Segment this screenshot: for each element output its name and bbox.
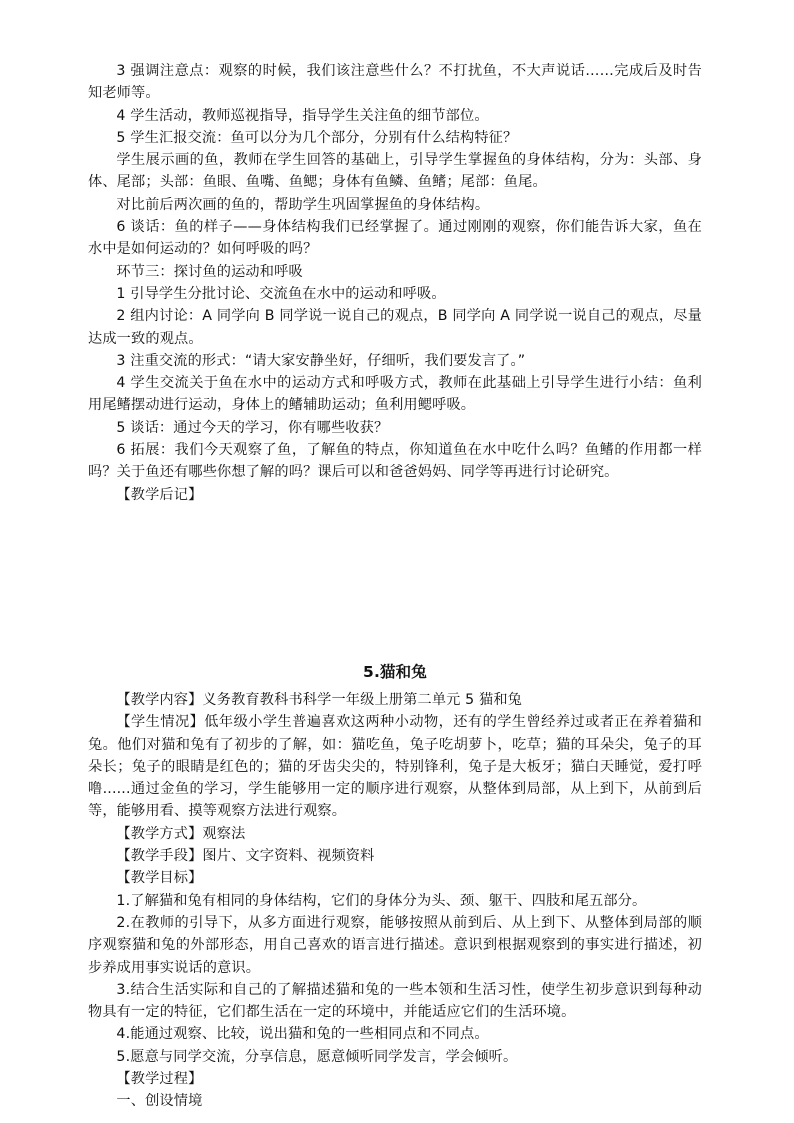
section-fish-lesson <box>88 60 702 506</box>
section-heading: 环节三：探讨鱼的运动和呼吸 <box>116 263 303 280</box>
paragraph: 4 学生交流关于鱼在水中的运动方式和呼吸方式，教师在此基础上引导学生进行小结：鱼利用尾鳍摆动进行运动，身体上的鳍辅助运动；鱼利用鳃呼吸。 <box>88 375 702 414</box>
paragraph: 对比前后两次画的鱼的，帮助学生巩固掌握鱼的身体结构。 <box>116 196 490 213</box>
goal-item: 2.在教师的引导下，从多方面进行观察，能够按照从前到后、从上到下、从整体到局部的顺序观察猫和兔的外部形态，用自己喜欢的语言进行描述。意识到根据观察到的事实进行描述，初步养成用事实说话的意识。 <box>88 914 702 976</box>
process-step: 一、创设情境 <box>116 1093 203 1110</box>
goal-item: 1.了解猫和兔有相同的身体结构，它们的身体分为头、颈、躯干、四肢和尾五部分。 <box>116 892 647 909</box>
teaching-notes-heading: 【教学后记】 <box>116 486 203 503</box>
paragraph: 2 组内讨论：A 同学向 B 同学说一说自己的观点，B 同学向 A 同学说一说自己的观点，尽量达成一致的观点。 <box>88 308 702 347</box>
paragraph: 4 学生活动，教师巡视指导，指导学生关注鱼的细节部位。 <box>116 107 489 124</box>
teaching-method: 【教学方式】观察法 <box>116 825 246 842</box>
paragraph: 5 谈话：通过今天的学习，你有哪些收获？ <box>116 419 389 436</box>
paragraph: 学生展示画的鱼，教师在学生回答的基础上，引导学生掌握鱼的身体结构，分为：头部、身体、尾部；头部：鱼眼、鱼嘴、鱼鳃；身体有鱼鳞、鱼鳍；尾部：鱼尾。 <box>88 152 702 191</box>
blank-space <box>88 506 702 661</box>
teaching-process-heading: 【教学过程】 <box>116 1070 203 1087</box>
teaching-content: 【教学内容】义务教育教科书科学一年级上册第二单元 5 猫和兔 <box>116 691 523 708</box>
paragraph: 6 谈话：鱼的样子——身体结构我们已经掌握了。通过刚刚的观察，你们能告诉大家，鱼在水中是如何运动的？如何呼吸的吗？ <box>88 219 702 258</box>
paragraph: 3 注重交流的形式：“请大家安静坐好，仔细听，我们要发言了。” <box>116 352 526 369</box>
goal-item: 4.能通过观察、比较，说出猫和兔的一些相同点和不同点。 <box>116 1026 489 1043</box>
goal-item: 5.愿意与同学交流，分享信息，愿意倾听同学发言，学会倾听。 <box>116 1048 518 1065</box>
student-situation: 【学生情况】低年级小学生普遍喜欢这两种小动物，还有的学生曾经养过或者正在养着猫和兔。他们对猫和兔有了初步的了解，如：猫吃鱼，兔子吃胡萝卜，吃草；猫的耳朵尖，兔子的耳朵长；兔子的眼睛是红色的；猫的牙齿尖尖的，特别锋利，兔子是大板牙；猫白天睡觉，爱打呼噜......通过金鱼的学习，学生能够用一定的顺序进行观察，从整体到局部，从上到下，从前到后等，能够用看、摸等观察方法进行观察。 <box>88 714 702 820</box>
paragraph: 5 学生汇报交流：鱼可以分为几个部分，分别有什么结构特征？ <box>116 129 518 146</box>
section-cat-and-rabbit <box>88 661 702 1113</box>
paragraph: 1 引导学生分批讨论、交流鱼在水中的运动和呼吸。 <box>116 285 446 302</box>
teaching-means: 【教学手段】图片、文字资料、视频资料 <box>116 848 375 865</box>
goal-item: 3.结合生活实际和自己的了解描述猫和兔的一些本领和生活习性，使学生初步意识到每种动物具有一定的特征，它们都生活在一定的环境中，并能适应它们的生活环境。 <box>88 981 702 1021</box>
paragraph: 6 拓展：我们今天观察了鱼，了解鱼的特点，你知道鱼在水中吃什么吗？鱼鳍的作用都一样吗？关于鱼还有哪些你想了解的吗？课后可以和爸爸妈妈、同学等再进行讨论研究。 <box>88 442 702 481</box>
teaching-goals-heading: 【教学目标】 <box>116 870 203 887</box>
paragraph: 3 强调注意点：观察的时候，我们该注意些什么？不打扰鱼，不大声说话……完成后及时告知老师等。 <box>88 63 702 102</box>
lesson-title: 5.猫和兔 <box>363 662 427 681</box>
